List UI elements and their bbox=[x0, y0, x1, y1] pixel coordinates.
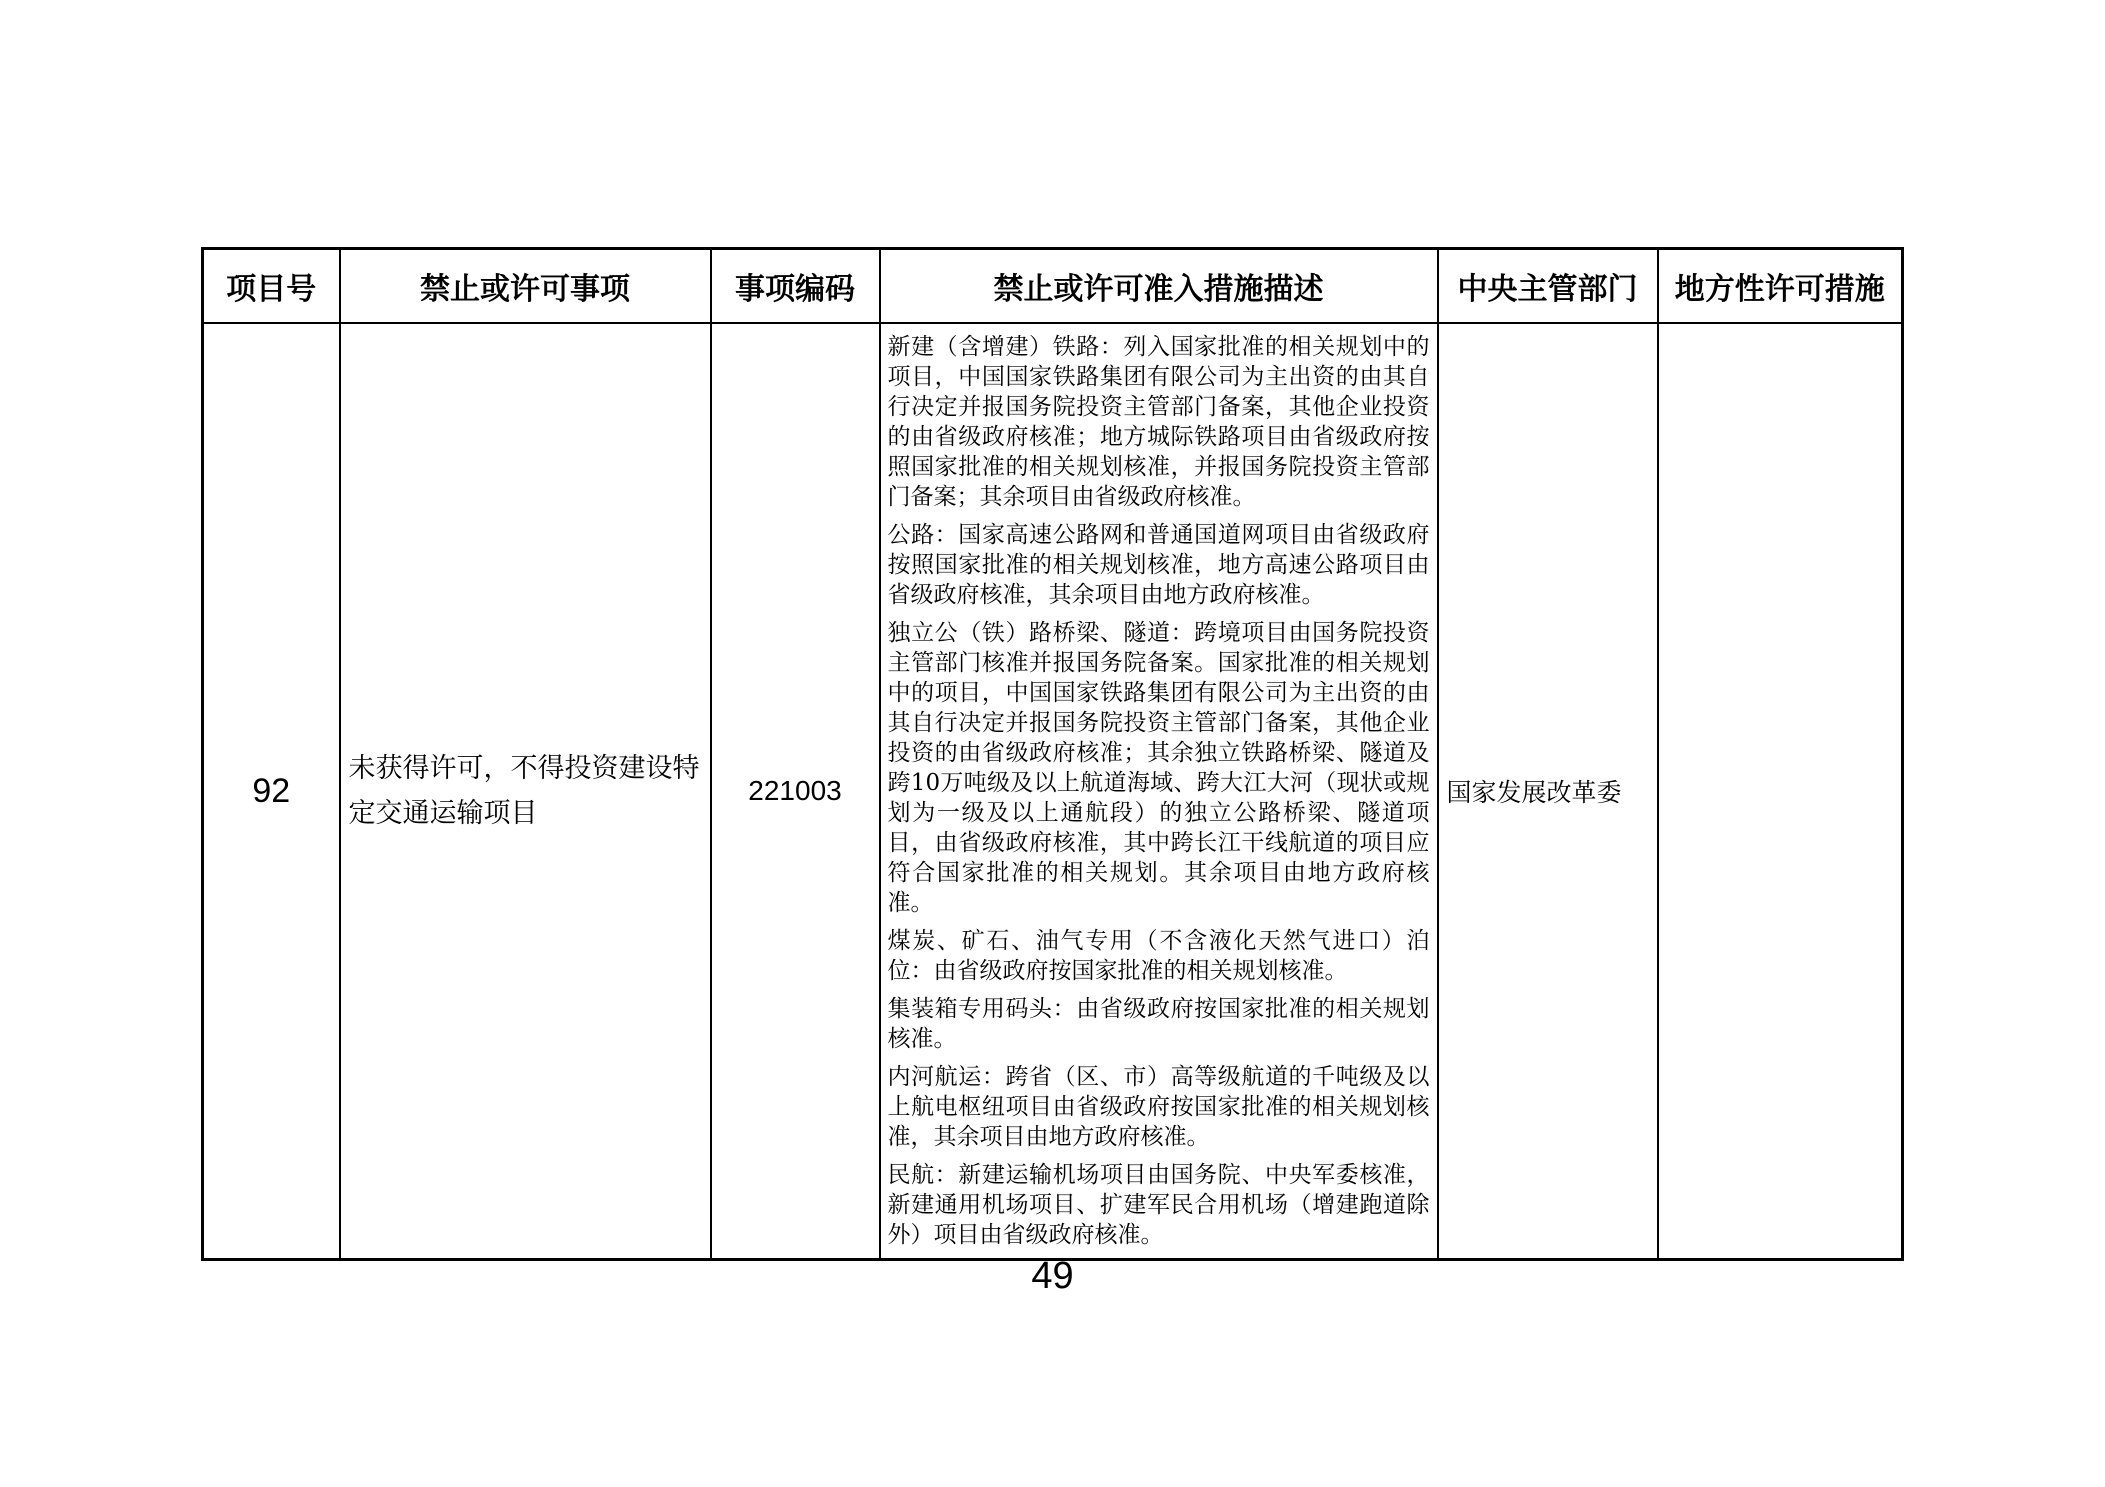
col-header-local-measures: 地方性许可措施 bbox=[1658, 249, 1903, 324]
description-paragraph-inland-waterway: 内河航运：跨省（区、市）高等级航道的千吨级及以上航电枢纽项目由省级政府按国家批准的相关规划核准，其余项目由地方政府核准。 bbox=[887, 1064, 1430, 1150]
cell-central-department: 国家发展改革委 bbox=[1438, 323, 1658, 1260]
col-header-item-no: 项目号 bbox=[203, 249, 340, 324]
col-header-central-department: 中央主管部门 bbox=[1438, 249, 1658, 324]
access-list-table bbox=[201, 247, 1904, 1261]
col-header-matter: 禁止或许可事项 bbox=[340, 249, 711, 324]
description-paragraph-highway: 公路：国家高速公路网和普通国道网项目由省级政府按照国家批准的相关规划核准，地方高速公路项目由省级政府核准，其余项目由地方政府核准。 bbox=[887, 522, 1430, 608]
col-header-description: 禁止或许可准入措施描述 bbox=[880, 249, 1438, 324]
description-paragraph-civil-aviation: 民航：新建运输机场项目由国务院、中央军委核准，新建通用机场项目、扩建军民合用机场（增建跑道除外）项目由省级政府核准。 bbox=[887, 1162, 1430, 1248]
cell-code: 221003 bbox=[711, 323, 880, 1260]
description-paragraph-bridges-tunnels: 独立公（铁）路桥梁、隧道：跨境项目由国务院投资主管部门核准并报国务院备案。国家批准的相关规划中的项目，中国国家铁路集团有限公司为主出资的由其自行决定并报国务院投资主管部门备案，其他企业投资的由省级政府核准；其余独立铁路桥梁、隧道及跨10万吨级及以上航道海域、跨大江大河（现状或规划为一级及以上通航段）的独立公路桥梁、隧道项目，由省级政府核准，其中跨长江干线航道的项目应符合国家批准的相关规划。其余项目由地方政府核准。 bbox=[887, 620, 1430, 916]
table-header-row bbox=[203, 249, 1903, 324]
cell-description bbox=[880, 323, 1438, 1260]
col-header-code: 事项编码 bbox=[711, 249, 880, 324]
cell-local-measures bbox=[1658, 323, 1903, 1260]
page-number: 49 bbox=[1031, 1255, 1074, 1297]
table-row bbox=[203, 323, 1903, 1260]
description-paragraph-berths: 煤炭、矿石、油气专用（不含液化天然气进口）泊位：由省级政府按国家批准的相关规划核准。 bbox=[887, 928, 1430, 984]
description-paragraph-railway: 新建（含增建）铁路：列入国家批准的相关规划中的项目，中国国家铁路集团有限公司为主出资的由其自行决定并报国务院投资主管部门备案，其他企业投资的由省级政府核准；地方城际铁路项目由省级政府按照国家批准的相关规划核准，并报国务院投资主管部门备案；其余项目由省级政府核准。 bbox=[887, 334, 1430, 510]
description-paragraph-container-terminal: 集装箱专用码头：由省级政府按国家批准的相关规划核准。 bbox=[887, 996, 1430, 1052]
cell-matter: 未获得许可，不得投资建设特定交通运输项目 bbox=[340, 323, 711, 1260]
cell-item-no: 92 bbox=[203, 323, 340, 1260]
